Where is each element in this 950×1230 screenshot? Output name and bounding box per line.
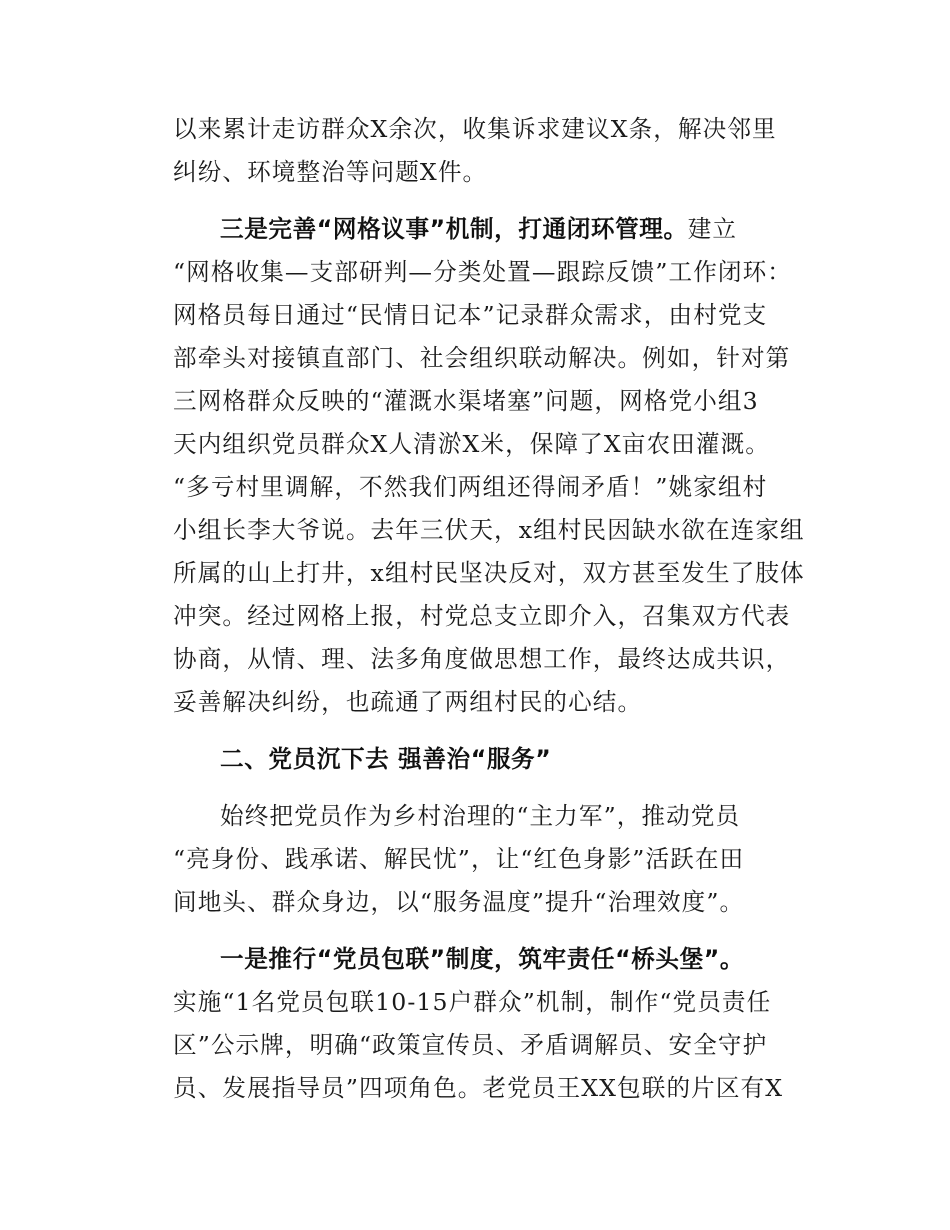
text-line: 纠纷、环境整治等问题X件。	[173, 158, 488, 186]
section-heading: 一是推行“党员包联”制度，筑牢责任“桥头堡”。	[220, 945, 745, 973]
chapter-heading: 二、党员沉下去 强善治“服务”	[220, 745, 552, 773]
section-heading-line	[220, 944, 744, 974]
text-line: 妥善解决纠纷，也疏通了两组村民的心结。	[173, 688, 643, 716]
section-heading: 三是完善“网格议事”机制，打通闭环管理。	[220, 215, 688, 243]
chapter-heading-line	[220, 744, 551, 774]
text-line: 三网格群众反映的“灌溉水渠堵塞”问题，网格党小组3	[173, 387, 759, 415]
text-line: 员、发展指导员”四项角色。老党员王XX包联的片区有X	[173, 1074, 784, 1102]
text-line: “亮身份、践承诺、解民忧”，让“红色身影”活跃在田	[173, 845, 745, 873]
text-line: 实施“1名党员包联10-15户群众”机制，制作“党员责任	[173, 988, 772, 1016]
text-line: “多亏村里调解，不然我们两组还得闹矛盾！”姚家组村	[173, 473, 768, 501]
text-line: 小组长李大爷说。去年三伏天，x组村民因缺水欲在连家组	[173, 516, 805, 544]
text-line: 冲突。经过网格上报，村党总支立即介入，召集双方代表	[173, 602, 791, 630]
text-line: 部牵头对接镇直部门、社会组织联动解决。例如，针对第	[173, 344, 791, 372]
text-line: 协商，从情、理、法多角度做思想工作，最终达成共识，	[173, 645, 791, 673]
text-line: 间地头、群众身边，以“服务温度”提升“治理效度”。	[173, 888, 745, 916]
text-line: 网格员每日通过“民情日记本”记录群众需求，由村党支	[173, 301, 768, 329]
text-fragment: 建立	[687, 215, 738, 243]
text-line: 所属的山上打井，x组村民坚决反对，双方甚至发生了肢体	[173, 559, 805, 587]
section-heading-line	[220, 214, 737, 244]
text-line: 以来累计走访群众X余次，收集诉求建议X条，解决邻里	[173, 115, 777, 143]
text-line: 区”公示牌，明确“政策宣传员、矛盾调解员、安全守护	[173, 1031, 768, 1059]
text-line: 天内组织党员群众X人清淤X米，保障了X亩农田灌溉。	[173, 430, 770, 458]
text-line: “网格收集—支部研判—分类处置—跟踪反馈”工作闭环：	[173, 258, 792, 286]
text-line: 始终把党员作为乡村治理的“主力军”，推动党员	[220, 802, 741, 830]
